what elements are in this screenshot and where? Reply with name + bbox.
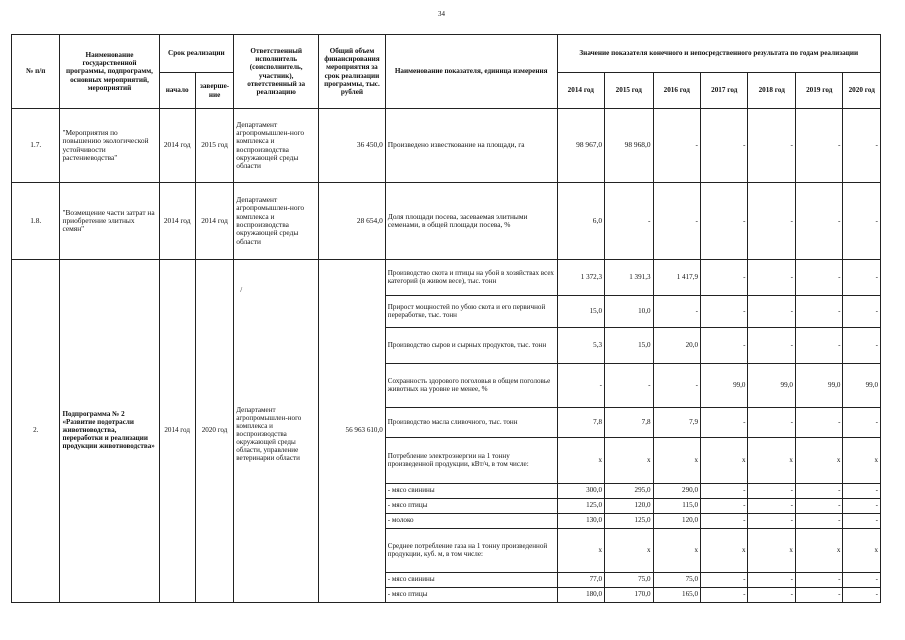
row-value: - bbox=[843, 183, 881, 260]
indicator-label: Производство скота и птицы на убой в хозяйствах всех категорий (в живом весе), тыс. тонн bbox=[385, 260, 557, 296]
indicator-value: - bbox=[701, 408, 748, 438]
indicator-value: 290,0 bbox=[653, 484, 700, 499]
row-volume: 28 654,0 bbox=[319, 183, 386, 260]
row-value: - bbox=[748, 109, 795, 183]
indicator-value: - bbox=[748, 260, 795, 296]
row-name: "Возмещение части затрат на приобретение элитных семян" bbox=[60, 183, 159, 260]
indicator-value: 295,0 bbox=[605, 484, 653, 499]
indicator-value: - bbox=[748, 588, 795, 603]
indicator-value: - bbox=[701, 328, 748, 364]
row-responsible: Департамент агропромышлен-ного комплекса и воспроизводства окружающей среды области bbox=[234, 109, 319, 183]
header-year: 2015 год bbox=[605, 73, 653, 109]
indicator-value: - bbox=[843, 588, 881, 603]
indicator-value: - bbox=[653, 296, 700, 328]
header-responsible: Ответственный исполнитель (соисполнитель, участник), ответственный за реализацию bbox=[234, 35, 319, 109]
indicator-value: 1 372,3 bbox=[557, 260, 604, 296]
indicator-value: 99,0 bbox=[795, 364, 842, 408]
indicator-value: 165,0 bbox=[653, 588, 700, 603]
row-value: - bbox=[748, 183, 795, 260]
header-volume: Общий объем финансирования мероприятия за срок реализации программы, тыс. рублей bbox=[319, 35, 386, 109]
indicator-value: - bbox=[701, 484, 748, 499]
row-end: 2015 год bbox=[195, 109, 233, 183]
indicator-value: x bbox=[795, 529, 842, 573]
row-indicator: Произведено известкование на площади, га bbox=[385, 109, 557, 183]
indicator-value: x bbox=[605, 438, 653, 484]
row-value: - bbox=[701, 109, 748, 183]
header-indicator: Наименование показателя, единица измерения bbox=[385, 35, 557, 109]
row-volume: 36 450,0 bbox=[319, 109, 386, 183]
indicator-value: - bbox=[843, 573, 881, 588]
indicator-value: - bbox=[795, 260, 842, 296]
indicator-label: - мясо свинины bbox=[385, 484, 557, 499]
header-year: 2018 год bbox=[748, 73, 795, 109]
indicator-value: 120,0 bbox=[605, 499, 653, 514]
indicator-value: x bbox=[557, 529, 604, 573]
program-responsible bbox=[234, 260, 319, 603]
indicator-value: x bbox=[795, 438, 842, 484]
row-num: 1.7. bbox=[12, 109, 60, 183]
program-name: Подпрограмма № 2 «Развитие подотрасли животноводства, переработки и реализации продукции животноводства» bbox=[60, 260, 159, 603]
indicator-value: 170,0 bbox=[605, 588, 653, 603]
indicator-value: - bbox=[795, 328, 842, 364]
indicator-value: - bbox=[843, 514, 881, 529]
indicator-label: Потребление электроэнергии на 1 тонну произведенной продукции, кВт/ч, в том числе: bbox=[385, 438, 557, 484]
program-responsible-text: Департамент агропромышлен-ного комплекса и воспроизводства окружающей среды области, управление ветеринарии области bbox=[236, 406, 302, 462]
indicator-value: 7,8 bbox=[605, 408, 653, 438]
stray-mark: / bbox=[240, 286, 243, 295]
indicator-label: Среднее потребление газа на 1 тонну произведенной продукции, куб. м, в том числе: bbox=[385, 529, 557, 573]
indicator-value: 15,0 bbox=[557, 296, 604, 328]
row-value: - bbox=[795, 183, 842, 260]
indicator-value: - bbox=[843, 328, 881, 364]
indicator-value: - bbox=[843, 296, 881, 328]
header-values-title: Значение показателя конечного и непосредственного результата по годам реализации bbox=[557, 35, 880, 73]
indicator-label: - мясо птицы bbox=[385, 499, 557, 514]
indicator-label: Производство масла сливочного, тыс. тонн bbox=[385, 408, 557, 438]
indicator-value: - bbox=[701, 588, 748, 603]
indicator-value: - bbox=[748, 573, 795, 588]
row-value: - bbox=[653, 109, 700, 183]
indicator-value: - bbox=[795, 588, 842, 603]
row-value: 6,0 bbox=[557, 183, 604, 260]
header-end: заверше-ние bbox=[195, 73, 233, 109]
header-name: Наименование государственной программы, подпрограмм, основных мероприятий, мероприятий bbox=[60, 35, 159, 109]
row-value: - bbox=[701, 183, 748, 260]
header-year: 2020 год bbox=[843, 73, 881, 109]
indicator-value: 10,0 bbox=[605, 296, 653, 328]
row-start: 2014 год bbox=[159, 183, 195, 260]
indicator-label: - мясо свинины bbox=[385, 573, 557, 588]
indicator-value: - bbox=[795, 514, 842, 529]
header-num: № п/п bbox=[12, 35, 60, 109]
indicator-value: x bbox=[701, 438, 748, 484]
indicator-value: 75,0 bbox=[653, 573, 700, 588]
indicator-label: - мясо птицы bbox=[385, 588, 557, 603]
indicator-value: 1 417,9 bbox=[653, 260, 700, 296]
table-row bbox=[12, 260, 881, 296]
header-year: 2017 год bbox=[701, 73, 748, 109]
indicator-value: 15,0 bbox=[605, 328, 653, 364]
indicator-value: - bbox=[653, 364, 700, 408]
row-value: 98 968,0 bbox=[605, 109, 653, 183]
indicator-value: - bbox=[795, 499, 842, 514]
indicator-value: x bbox=[748, 529, 795, 573]
indicator-value: x bbox=[557, 438, 604, 484]
page-number: 34 bbox=[438, 10, 445, 18]
indicator-label: Прирост мощностей по убою скота и его первичной переработке, тыс. тонн bbox=[385, 296, 557, 328]
row-responsible: Департамент агропромышлен-ного комплекса и воспроизводства окружающей среды области bbox=[234, 183, 319, 260]
header-year: 2016 год bbox=[653, 73, 700, 109]
indicator-value: 5,3 bbox=[557, 328, 604, 364]
program-table bbox=[11, 34, 881, 603]
row-value: 98 967,0 bbox=[557, 109, 604, 183]
indicator-value: - bbox=[748, 484, 795, 499]
indicator-value: - bbox=[795, 408, 842, 438]
indicator-value: - bbox=[748, 499, 795, 514]
indicator-value: - bbox=[701, 260, 748, 296]
indicator-value: 7,9 bbox=[653, 408, 700, 438]
indicator-value: - bbox=[605, 364, 653, 408]
indicator-value: - bbox=[748, 328, 795, 364]
row-end: 2014 год bbox=[195, 183, 233, 260]
row-value: - bbox=[843, 109, 881, 183]
header-year: 2019 год bbox=[795, 73, 842, 109]
indicator-label: - молоко bbox=[385, 514, 557, 529]
indicator-value: x bbox=[653, 438, 700, 484]
program-end: 2020 год bbox=[195, 260, 233, 603]
indicator-value: - bbox=[843, 484, 881, 499]
indicator-value: 120,0 bbox=[653, 514, 700, 529]
indicator-value: - bbox=[795, 484, 842, 499]
indicator-value: - bbox=[701, 573, 748, 588]
row-value: - bbox=[605, 183, 653, 260]
indicator-value: 125,0 bbox=[557, 499, 604, 514]
indicator-value: - bbox=[748, 514, 795, 529]
indicator-value: 1 391,3 bbox=[605, 260, 653, 296]
indicator-value: 300,0 bbox=[557, 484, 604, 499]
indicator-value: 7,8 bbox=[557, 408, 604, 438]
indicator-value: - bbox=[701, 296, 748, 328]
indicator-value: 77,0 bbox=[557, 573, 604, 588]
indicator-value: - bbox=[843, 408, 881, 438]
indicator-value: - bbox=[701, 499, 748, 514]
indicator-value: x bbox=[748, 438, 795, 484]
indicator-value: 20,0 bbox=[653, 328, 700, 364]
indicator-value: 125,0 bbox=[605, 514, 653, 529]
indicator-value: x bbox=[843, 438, 881, 484]
indicator-label: Сохранность здорового поголовья в общем поголовье животных на уровне не менее, % bbox=[385, 364, 557, 408]
indicator-value: 99,0 bbox=[748, 364, 795, 408]
row-value: - bbox=[795, 109, 842, 183]
indicator-value: - bbox=[795, 573, 842, 588]
indicator-value: x bbox=[605, 529, 653, 573]
header-start: начало bbox=[159, 73, 195, 109]
indicator-value: 130,0 bbox=[557, 514, 604, 529]
program-volume: 56 963 610,0 bbox=[319, 260, 386, 603]
row-num: 1.8. bbox=[12, 183, 60, 260]
indicator-value: 180,0 bbox=[557, 588, 604, 603]
indicator-value: - bbox=[748, 296, 795, 328]
indicator-value: - bbox=[748, 408, 795, 438]
row-name: "Мероприятия по повышению экологической устойчивости растениеводства" bbox=[60, 109, 159, 183]
indicator-value: x bbox=[843, 529, 881, 573]
indicator-value: - bbox=[557, 364, 604, 408]
program-start: 2014 год bbox=[159, 260, 195, 603]
row-indicator: Доля площади посева, засеваемая элитными семенами, в общей площади посева, % bbox=[385, 183, 557, 260]
program-num: 2. bbox=[12, 260, 60, 603]
table-row bbox=[12, 183, 881, 260]
row-value: - bbox=[653, 183, 700, 260]
table-row bbox=[12, 109, 881, 183]
indicator-value: 75,0 bbox=[605, 573, 653, 588]
indicator-value: - bbox=[843, 260, 881, 296]
indicator-label: Производство сыров и сырных продуктов, тыс. тонн bbox=[385, 328, 557, 364]
indicator-value: x bbox=[701, 529, 748, 573]
row-start: 2014 год bbox=[159, 109, 195, 183]
header-year: 2014 год bbox=[557, 73, 604, 109]
indicator-value: x bbox=[653, 529, 700, 573]
indicator-value: - bbox=[843, 499, 881, 514]
indicator-value: 99,0 bbox=[843, 364, 881, 408]
indicator-value: 115,0 bbox=[653, 499, 700, 514]
header-period: Срок реализации bbox=[159, 35, 234, 73]
indicator-value: - bbox=[795, 296, 842, 328]
indicator-value: - bbox=[701, 514, 748, 529]
indicator-value: 99,0 bbox=[701, 364, 748, 408]
